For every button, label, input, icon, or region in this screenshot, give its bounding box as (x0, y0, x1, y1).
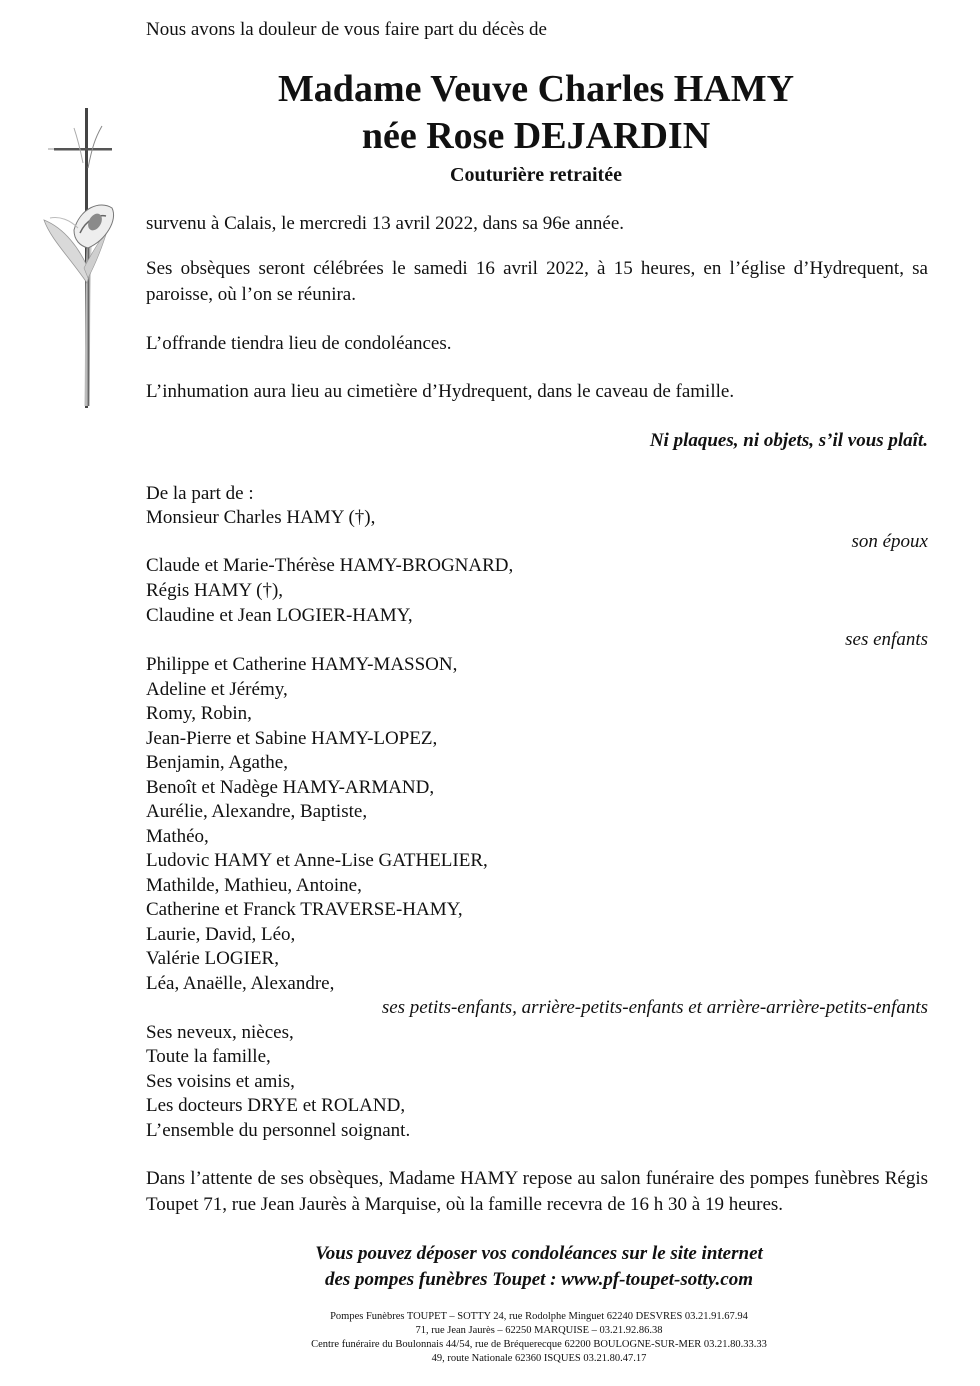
footer-line: 71, rue Jean Jaurès – 62250 MARQUISE – 03.21.92.86.38 (415, 1325, 663, 1336)
footer-line: 49, route Nationale 62360 ISQUES 03.21.80.47.17 (431, 1353, 647, 1364)
deceased-name: Madame Veuve Charles HAMY (277, 68, 795, 110)
condolences-line-1: Vous pouvez déposer vos condoléances sur le site internet (315, 1243, 763, 1264)
family-member: Adeline et Jérémy, (146, 679, 288, 700)
family-member: Laurie, David, Léo, (146, 924, 296, 945)
family-member: Benoît et Nadège HAMY-ARMAND, (146, 777, 435, 798)
family-member: Philippe et Catherine HAMY-MASSON, (146, 654, 458, 675)
maiden-name: née Rose DEJARDIN (361, 115, 711, 157)
relation-children: ses enfants (845, 629, 928, 650)
family-member: Léa, Anaëlle, Alexandre, (146, 973, 335, 994)
burial-notice: L’inhumation aura lieu au cimetière d’Hydrequent, dans le caveau de famille. (146, 381, 735, 402)
footer-line: Pompes Funèbres TOUPET – SOTTY 24, rue Rodolphe Minguet 62240 DESVRES 03.21.91.67.94 (330, 1311, 748, 1322)
family-member: Claudine et Jean LOGIER-HAMY, (146, 605, 413, 626)
family-member: Valérie LOGIER, (146, 948, 279, 969)
intro-line: Nous avons la douleur de vous faire part du décès de (146, 19, 547, 40)
other-mention: Ses voisins et amis, (146, 1071, 295, 1092)
family-member: Catherine et Franck TRAVERSE-HAMY, (146, 899, 463, 920)
family-member: Régis HAMY (†), (146, 580, 284, 601)
family-member: Mathéo, (146, 826, 209, 847)
family-member: Mathilde, Mathieu, Antoine, (146, 875, 362, 896)
family-member: Jean-Pierre et Sabine HAMY-LOPEZ, (146, 728, 438, 749)
relation-spouse: son époux (851, 531, 928, 552)
funeral-notice: Ses obsèques seront célébrées le samedi 16 avril 2022, à 15 heures, en l’église d’Hydrequent, sa paroisse, où l’on se réunira. (146, 258, 928, 305)
other-mention: L’ensemble du personnel soignant. (146, 1120, 411, 1141)
footer-line: Centre funéraire du Boulonnais 44/54, rue de Bréquerecque 62200 BOULOGNE-SUR-MER 03.21.80.33.33 (311, 1339, 767, 1350)
other-mention: Les docteurs DRYE et ROLAND, (146, 1095, 406, 1116)
family-member: Monsieur Charles HAMY (†), (146, 507, 376, 528)
family-member: Benjamin, Agathe, (146, 752, 288, 773)
other-mention: Ses neveux, nièces, (146, 1022, 294, 1043)
family-member: Ludovic HAMY et Anne-Lise GATHELIER, (146, 850, 488, 871)
family-member: Romy, Robin, (146, 703, 252, 724)
death-notice: survenu à Calais, le mercredi 13 avril 2022, dans sa 96e année. (146, 213, 625, 234)
offering-notice: L’offrande tiendra lieu de condoléances. (146, 333, 452, 354)
family-member: Claude et Marie-Thérèse HAMY-BROGNARD, (146, 555, 514, 576)
from-label: De la part de : (146, 483, 254, 504)
other-mention: Toute la famille, (146, 1046, 271, 1067)
visitation-notice: Dans l’attente de ses obsèques, Madame HAMY repose au salon funéraire des pompes funèbres Régis Toupet 71, rue Jean Jaurès à Marquise, où la famille recevra de 16 h 30 à 19 heures. (146, 1168, 928, 1215)
relation-grandchildren: ses petits-enfants, arrière-petits-enfants et arrière-arrière-petits-enfants (381, 997, 928, 1018)
condolences-website: des pompes funèbres Toupet : www.pf-toupet-sotty.com (324, 1269, 753, 1290)
profession: Couturière retraitée (450, 164, 622, 186)
family-member: Aurélie, Alexandre, Baptiste, (146, 801, 368, 822)
no-plaques-notice: Ni plaques, ni objets, s’il vous plaît. (649, 430, 928, 451)
